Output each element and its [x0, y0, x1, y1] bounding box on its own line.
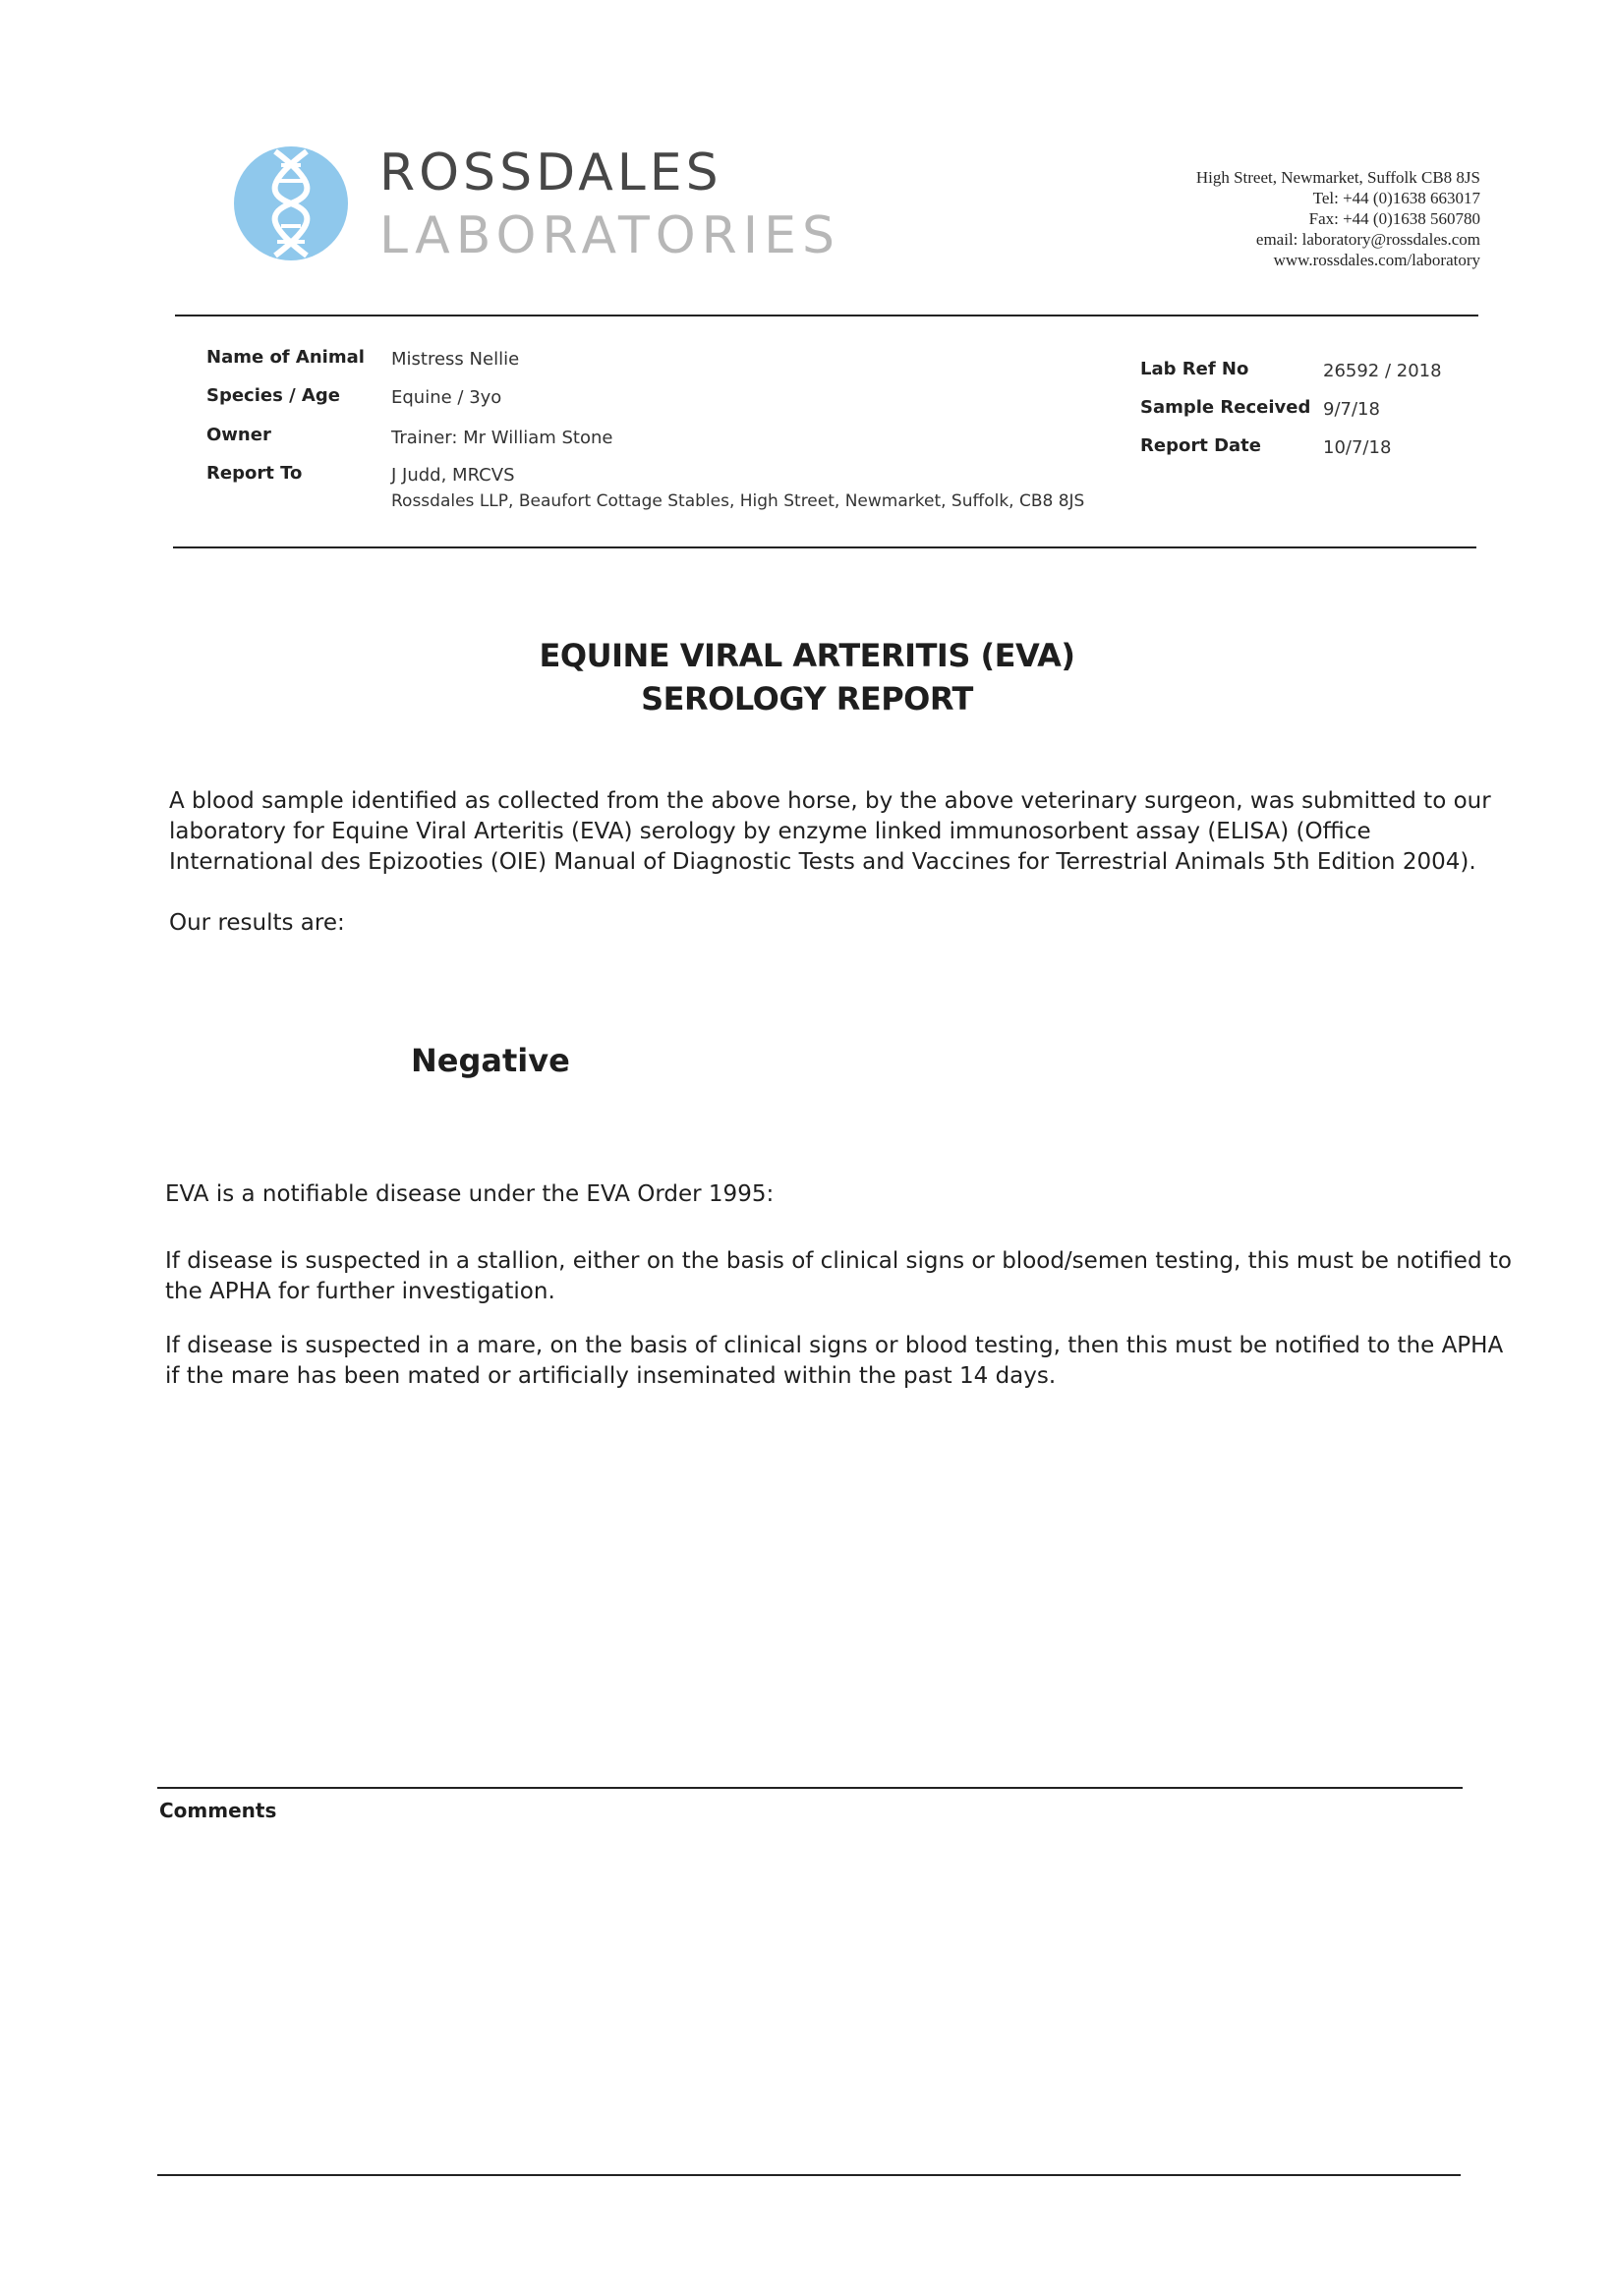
sample-received-label: Sample Received: [1140, 397, 1311, 418]
mare-paragraph: [165, 1331, 1503, 1392]
brand-subname: LABORATORIES: [379, 206, 841, 265]
intro-paragraph: [169, 786, 1491, 878]
owner-value: Trainer: Mr William Stone: [391, 428, 613, 448]
stallion-paragraph: [165, 1246, 1512, 1307]
intro-line: A blood sample identified as collected from the above horse, by the above veterinary surgeon, was submitted to our: [169, 788, 1491, 814]
animal-name-value: Mistress Nellie: [391, 349, 520, 370]
report-title: EQUINE VIRAL ARTERITIS (EVA): [539, 637, 1075, 674]
dna-helix-icon: [232, 144, 350, 263]
report-date-value: 10/7/18: [1323, 437, 1392, 458]
details-divider: [173, 546, 1476, 548]
owner-label: Owner: [206, 425, 271, 445]
address-email: email: laboratory@rossdales.com: [1255, 230, 1480, 249]
address-tel: Tel: +44 (0)1638 663017: [1312, 189, 1480, 207]
notifiable-statement: EVA is a notifiable disease under the EVA Order 1995:: [165, 1181, 775, 1207]
species-label: Species / Age: [206, 385, 340, 406]
address-street: High Street, Newmarket, Suffolk CB8 8JS: [1195, 168, 1480, 187]
mare-line: If disease is suspected in a mare, on the basis of clinical signs or blood testing, then this must be notified to the APHA: [165, 1333, 1504, 1358]
mare-line: if the mare has been mated or artificially inseminated within the past 14 days.: [165, 1363, 1057, 1389]
report-to-address: Rossdales LLP, Beaufort Cottage Stables, High Street, Newmarket, Suffolk, CB8 8JS: [391, 491, 1085, 511]
comments-label: Comments: [159, 1799, 277, 1822]
results-intro: Our results are:: [169, 910, 345, 936]
lab-ref-value: 26592 / 2018: [1323, 361, 1442, 381]
report-to-name: J Judd, MRCVS: [391, 465, 515, 486]
lab-address: [1196, 167, 1480, 270]
intro-line: laboratory for Equine Viral Arteritis (EVA) serology by enzyme linked immunosorbent assay (ELISA) (Office: [169, 819, 1371, 844]
report-date-label: Report Date: [1140, 435, 1261, 456]
intro-line: International des Epizooties (OIE) Manual of Diagnostic Tests and Vaccines for Terrestrial Animals 5th Edition 2004).: [169, 849, 1476, 875]
footer-divider: [157, 2174, 1461, 2176]
address-fax: Fax: +44 (0)1638 560780: [1308, 209, 1480, 228]
animal-name-label: Name of Animal: [206, 347, 365, 368]
report-to-label: Report To: [206, 463, 303, 484]
species-value: Equine / 3yo: [391, 387, 502, 408]
brand-name: ROSSDALES: [379, 144, 722, 202]
lab-ref-label: Lab Ref No: [1140, 359, 1249, 379]
stallion-line: If disease is suspected in a stallion, either on the basis of clinical signs or blood/semen testing, this must be notified to: [165, 1248, 1512, 1274]
header-divider: [175, 315, 1478, 316]
comments-divider: [157, 1787, 1463, 1789]
stallion-line: the APHA for further investigation.: [165, 1279, 555, 1304]
address-web: www.rossdales.com/laboratory: [1273, 251, 1480, 269]
result-value: Negative: [411, 1042, 570, 1079]
report-subtitle: SEROLOGY REPORT: [641, 680, 973, 718]
sample-received-value: 9/7/18: [1323, 399, 1380, 420]
